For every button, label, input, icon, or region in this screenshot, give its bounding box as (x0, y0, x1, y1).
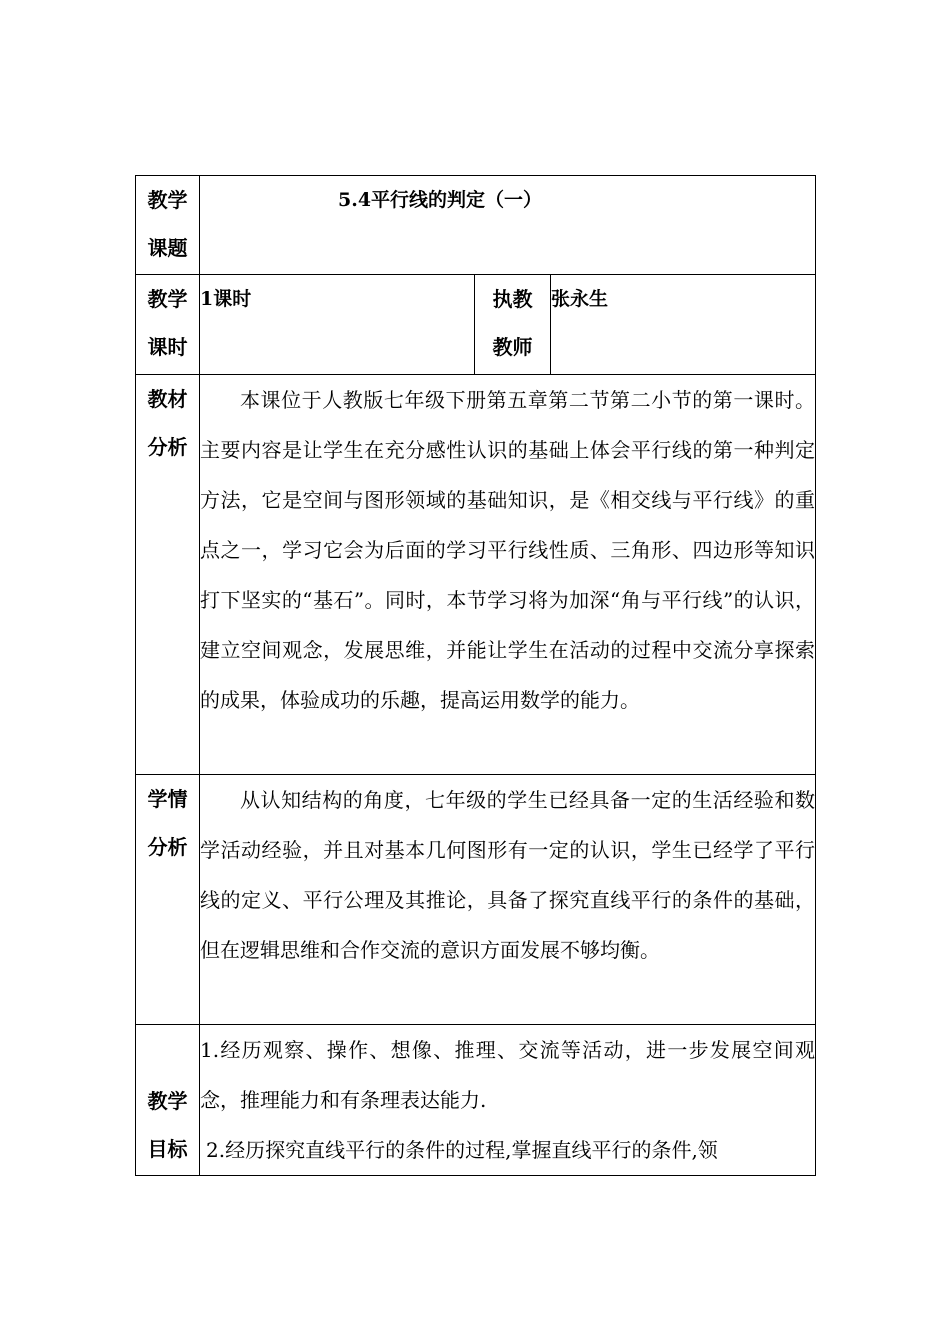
period-row (136, 275, 816, 375)
period-label: 教学 课时 (136, 275, 200, 375)
period-value: 1课时 (200, 275, 475, 375)
teacher-name: 张永生 (551, 275, 816, 375)
students-label: 学情 分析 (136, 775, 200, 1025)
lesson-title: 5.4平行线的判定（一） (200, 176, 816, 275)
material-analysis-text: 本课位于人教版七年级下册第五章第二节第二小节的第一课时。主要内容是让学生在充分感性认识的基础上体会平行线的第一种判定方法，它是空间与图形领域的基础知识，是《相交线与平行线》的重点之一，学习它会为后面的学习平行线性质、三角形、四边形等知识打下坚实的“基石”。同时，本节学习将为加深“角与平行线”的认识，建立空间观念，发展思维，并能让学生在活动的过程中交流分享探索的成果，体验成功的乐趣，提高运用数学的能力。 (200, 375, 816, 775)
objective-item: 2.经历探究直线平行的条件的过程,掌握直线平行的条件,领 (206, 1138, 718, 1162)
students-row (136, 775, 816, 1025)
lesson-plan-table (135, 175, 816, 1176)
students-analysis-text: 从认知结构的角度，七年级的学生已经具备一定的生活经验和数学活动经验，并且对基本几何图形有一定的认识，学生已经学了平行线的定义、平行公理及其推论，具备了探究直线平行的条件的基础，但在逻辑思维和合作交流的意识方面发展不够均衡。 (200, 775, 816, 1025)
objectives-row (136, 1025, 816, 1176)
material-label: 教材 分析 (136, 375, 200, 775)
objectives-text (200, 1025, 816, 1176)
topic-row (136, 176, 816, 275)
objective-item: 1.经历观察、操作、想像、推理、交流等活动，进一步发展空间观念，推理能力和有条理表达能力. (200, 1038, 816, 1112)
material-row (136, 375, 816, 775)
objectives-label: 教学 目标 (136, 1025, 200, 1176)
teacher-label: 执教 教师 (475, 275, 551, 375)
topic-label: 教学 课题 (136, 176, 200, 275)
